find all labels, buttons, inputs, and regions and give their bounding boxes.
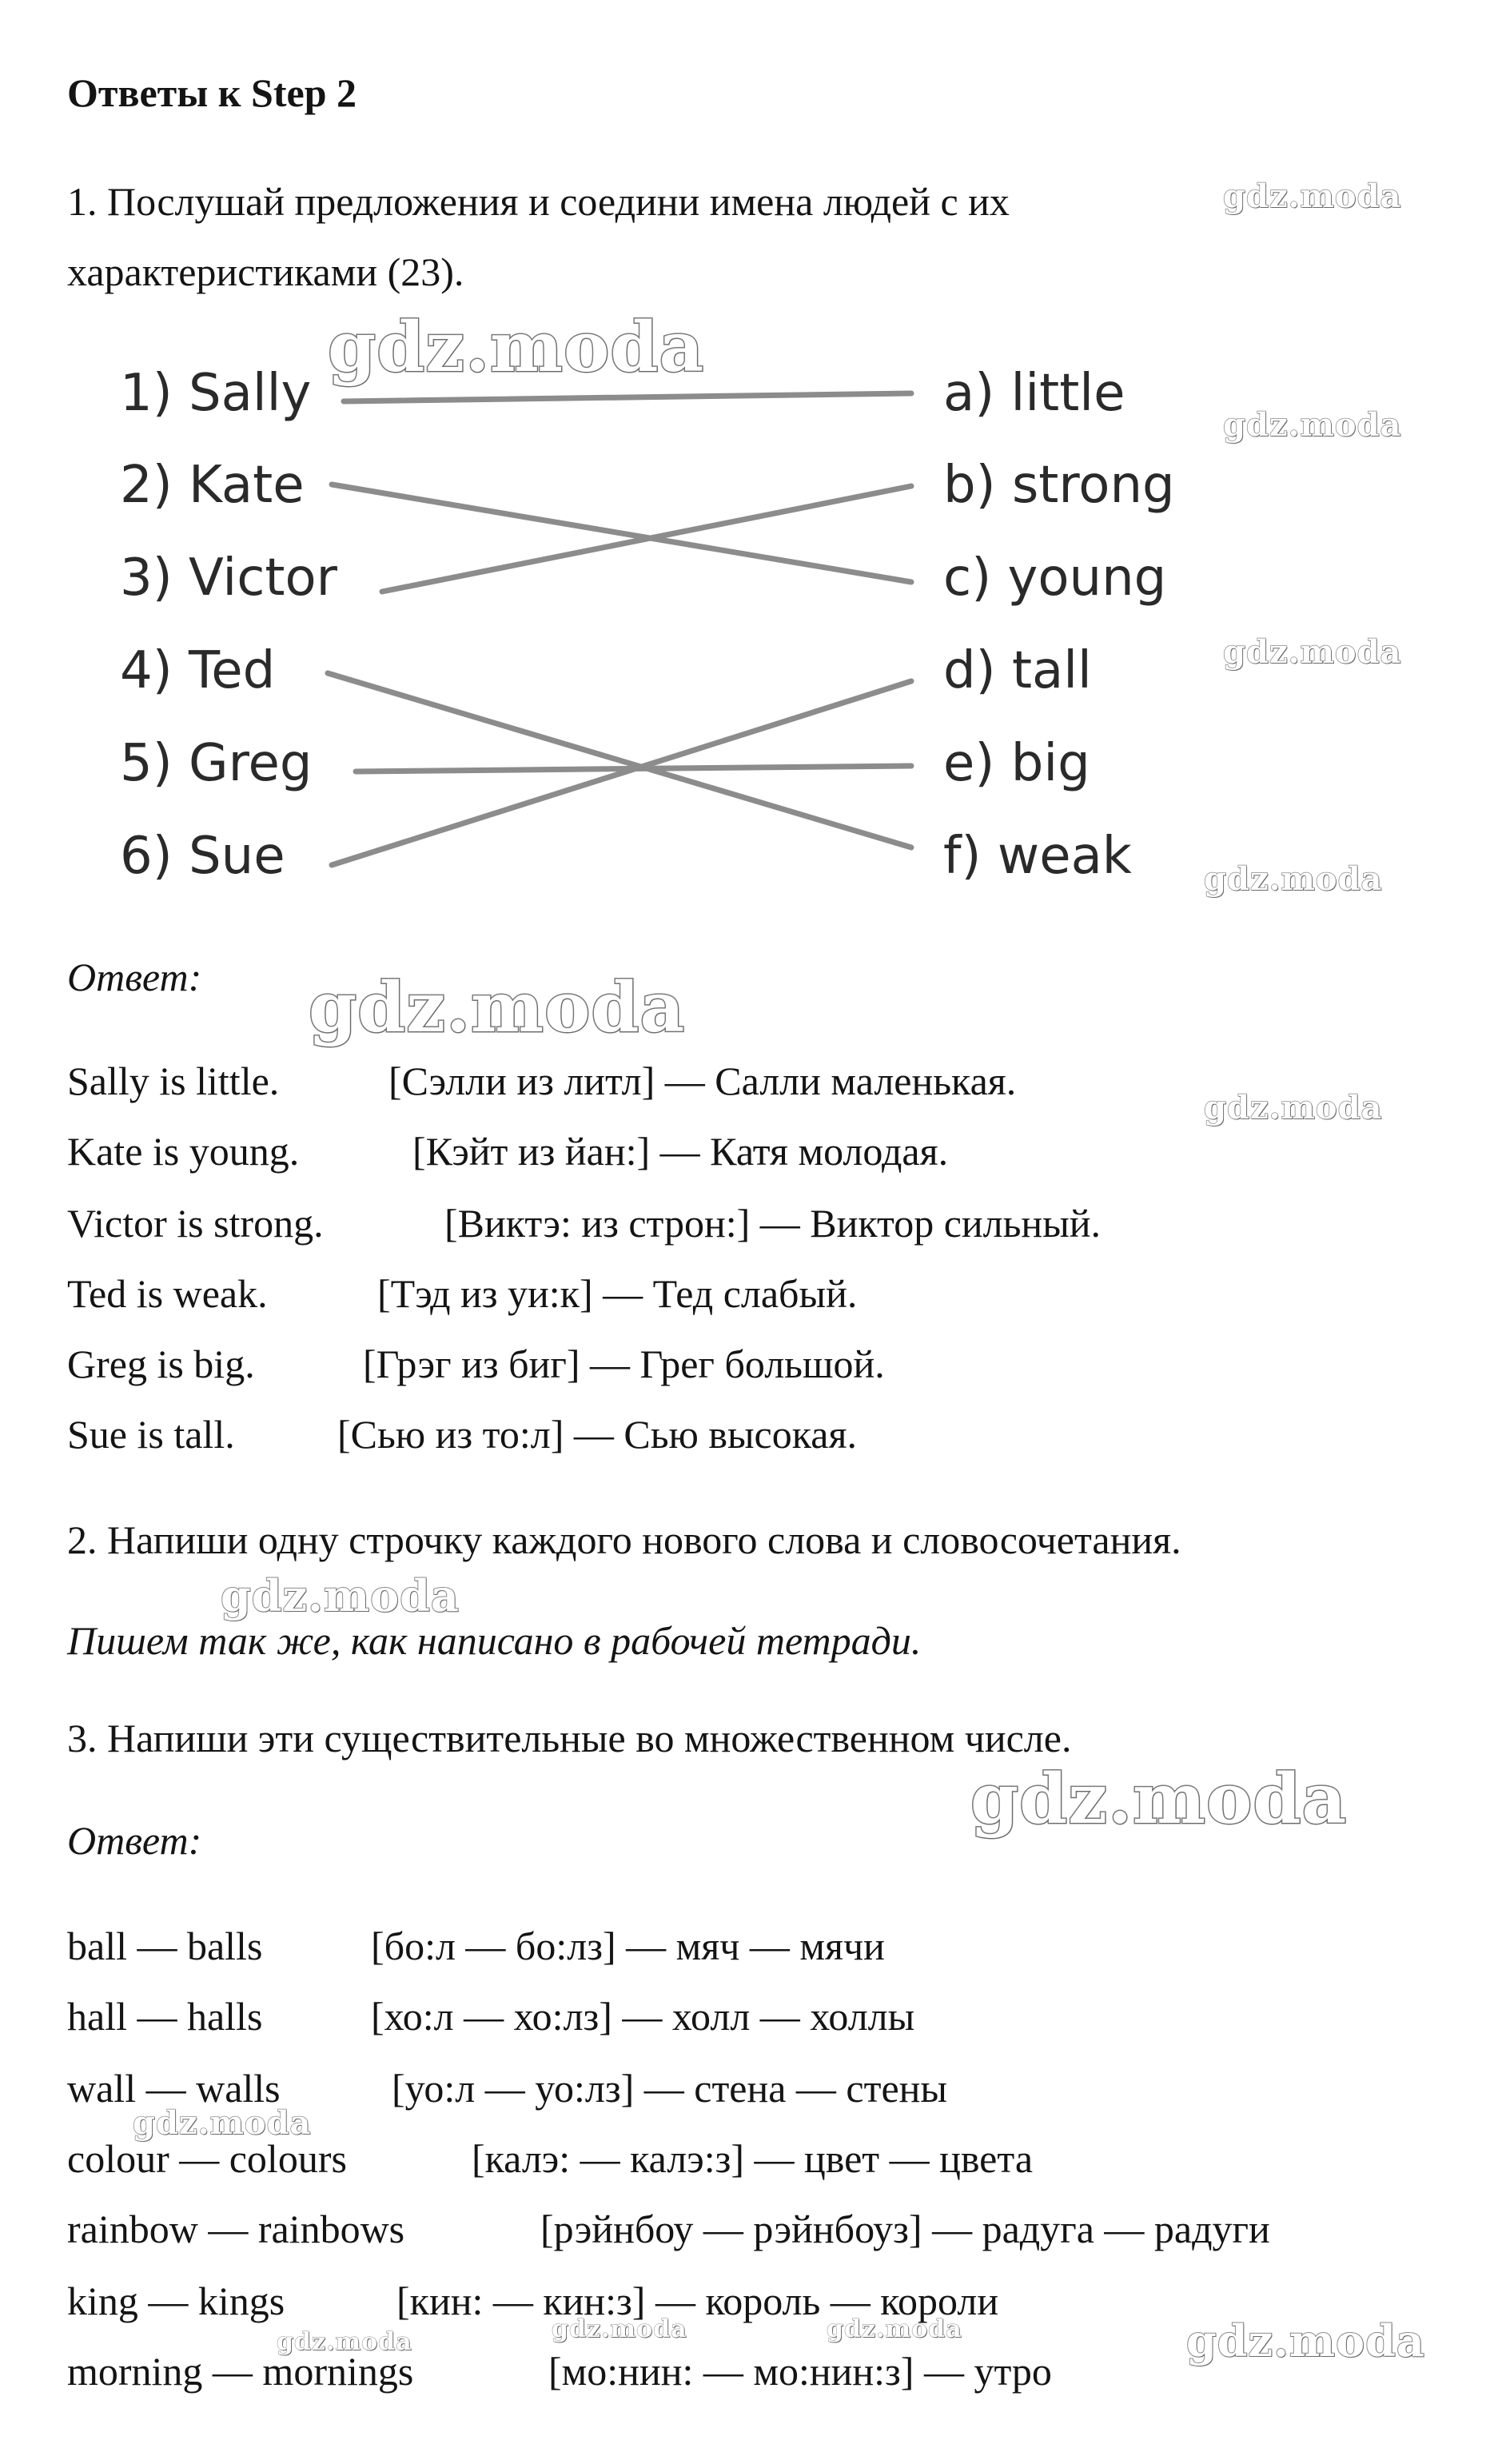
- match-name-3: 3) Victor: [120, 548, 337, 608]
- match-name-1: 1) Sally: [120, 364, 312, 423]
- watermark-logo: gdz.moda: [552, 2315, 687, 2343]
- watermark-logo: gdz.moda: [328, 307, 705, 388]
- answer-ru-2: [Кэйт из йан:] — Катя молодая.: [412, 1129, 949, 1174]
- match-trait-d: d) tall: [943, 641, 1092, 700]
- plural-word-4: colour — colours: [67, 2136, 347, 2181]
- match-trait-a: a) little: [943, 364, 1125, 423]
- match-line-3-b: [382, 486, 911, 592]
- task3-prompt: 3. Напиши эти существительные во множественном числе.: [67, 1716, 1072, 1760]
- answer-en-2: Kate is young.: [67, 1129, 300, 1174]
- watermark-logo: gdz.moda: [827, 2315, 962, 2343]
- watermark-logo: gdz.moda: [309, 967, 686, 1048]
- plural-ru-4: [калэ: — калэ:з] — цвет — цвета: [472, 2136, 1034, 2181]
- task2-note: Пишем так же, как написано в рабочей тетради.: [67, 1618, 922, 1663]
- answer-en-1: Sally is little.: [67, 1059, 280, 1103]
- plural-word-7: morning — mornings: [67, 2349, 414, 2394]
- match-name-5: 5) Greg: [120, 734, 313, 793]
- plural-ru-1: [бо:л — бо:лз] — мяч — мячи: [371, 1924, 885, 1968]
- plural-word-3: wall — walls: [67, 2066, 281, 2111]
- task2-prompt: 2. Напиши одну строчку каждого нового слова и словосочетания.: [67, 1517, 1181, 1562]
- plural-word-1: ball — balls: [67, 1924, 263, 1968]
- match-name-4: 4) Ted: [120, 641, 276, 700]
- plural-ru-5: [рэйнбоу — рэйнбоуз] — радуга — радуги: [540, 2207, 1270, 2251]
- task1-prompt-line2: характеристиками (23).: [67, 249, 464, 294]
- plural-word-2: hall — halls: [67, 1994, 263, 2039]
- watermark-logo: gdz.moda: [1204, 860, 1383, 898]
- page-title: Ответы к Step 2: [67, 70, 357, 115]
- answer-en-4: Ted is weak.: [67, 1271, 268, 1316]
- watermark-logo: gdz.moda: [133, 2104, 312, 2142]
- match-trait-c: c) young: [943, 548, 1167, 608]
- answer-ru-6: [Сью из то:л] — Сью высокая.: [337, 1412, 857, 1457]
- match-name-2: 2) Kate: [120, 456, 305, 515]
- answer-ru-5: [Грэг из биг] — Грег большой.: [363, 1342, 885, 1386]
- watermark-logo: gdz.moda: [1223, 406, 1402, 444]
- match-line-1-a: [344, 393, 911, 401]
- task3-answer-label: Ответ:: [67, 1818, 202, 1863]
- match-line-4-f: [328, 673, 911, 847]
- match-trait-b: b) strong: [943, 456, 1175, 515]
- watermark-logo: gdz.moda: [1186, 2315, 1425, 2366]
- plural-ru-7: [мо:нин: — мо:нин:з] — утро: [548, 2349, 1052, 2394]
- answer-ru-4: [Тэд из уи:к] — Тед слабый.: [377, 1271, 858, 1316]
- watermark-logo: gdz.moda: [1223, 177, 1402, 215]
- answer-ru-3: [Виктэ: из строн:] — Виктор сильный.: [444, 1201, 1102, 1246]
- match-trait-e: e) big: [943, 734, 1090, 793]
- answer-ru-1: [Сэлли из литл] — Салли маленькая.: [388, 1059, 1017, 1103]
- answer-en-5: Greg is big.: [67, 1342, 255, 1386]
- task1-answer-label: Ответ:: [67, 955, 202, 999]
- task1-prompt-line1: 1. Послушай предложения и соедини имена людей с их: [67, 179, 1010, 224]
- answer-en-6: Sue is tall.: [67, 1412, 235, 1457]
- plural-ru-6: [кин: — кин:з] — король — короли: [396, 2279, 999, 2323]
- watermark-logo: gdz.moda: [970, 1759, 1348, 1840]
- match-name-6: 6) Sue: [120, 827, 285, 886]
- watermark-logo: gdz.moda: [277, 2328, 412, 2356]
- match-trait-f: f) weak: [943, 827, 1132, 886]
- match-line-2-c: [332, 484, 911, 582]
- plural-word-5: rainbow — rainbows: [67, 2207, 405, 2251]
- watermark-logo: gdz.moda: [1223, 633, 1402, 671]
- plural-word-6: king — kings: [67, 2279, 285, 2323]
- watermark-logo: gdz.moda: [1204, 1089, 1383, 1126]
- watermark-logo: gdz.moda: [221, 1570, 460, 1621]
- plural-ru-3: [уо:л — уо:лз] — стена — стены: [392, 2066, 948, 2111]
- answer-en-3: Victor is strong.: [67, 1201, 324, 1246]
- plural-ru-2: [хо:л — хо:лз] — холл — холлы: [371, 1994, 915, 2039]
